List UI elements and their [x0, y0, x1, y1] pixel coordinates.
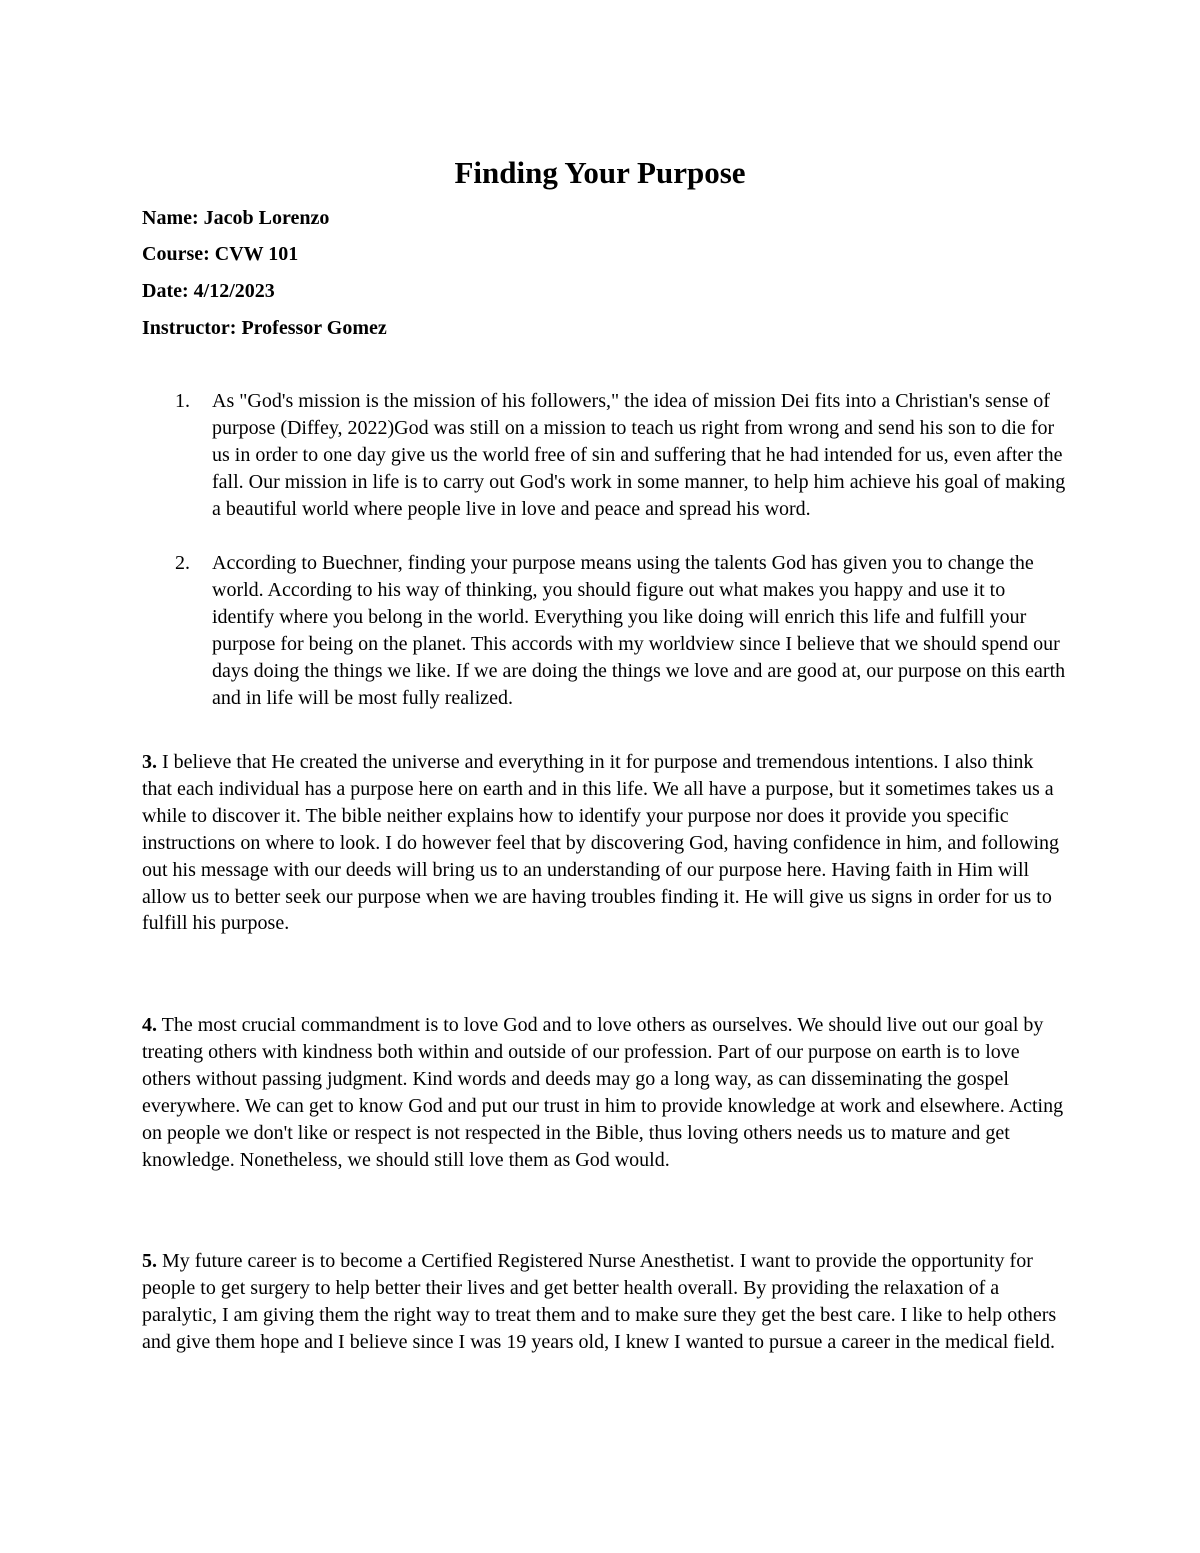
list-text: As "God's mission is the mission of his followers," the idea of mission Dei fits into a Christian's sense of purpose (Diffey, 2022)God was still on a mission to teach us right from wrong and send his son to die for us in order to one day give us the world free of sin and suffering that he had intended for us, even after the fall. Our mission in life is to carry out God's work in some manner, to help him achieve his goal of making a beautiful world where people live in love and peace and spread his word. — [212, 390, 1066, 520]
name-value: Jacob Lorenzo — [203, 207, 330, 229]
paragraph-text: My future career is to become a Certified Registered Nurse Anesthetist. I want to provide the opportunity for people to get surgery to help better their lives and get better health overall. By providing the relaxation of a paralytic, I am giving them the right way to treat them and to make sure they get the best care. I like to help others and give them hope and I believe since I was 19 years old, I knew I wanted to pursue a career in the medical field. — [142, 1250, 1057, 1353]
date-value: 4/12/2023 — [193, 280, 275, 302]
name-label: Name: — [142, 207, 199, 229]
list-number: 2. — [175, 552, 190, 574]
instructor-line — [142, 316, 387, 340]
paragraph-text: The most crucial commandment is to love God and to love others as ourselves. We should live out our goal by treating others with kindness both within and outside of our profession. Part of our purpose on earth is to love others without passing judgment. Kind words and deeds may go a long way, as can disseminating the gospel everywhere. We can get to know God and put our trust in him to provide knowledge at work and elsewhere. Acting on people we don't like or respect is not respected in the Bible, thus loving others needs us to mature and get knowledge. Nonetheless, we should still love them as God would. — [142, 1014, 1064, 1171]
instructor-label: Instructor: — [142, 317, 237, 339]
paragraph-text: I believe that He created the universe and everything in it for purpose and tremendous intentions. I also think that each individual has a purpose here on earth and in this life. We all have a purpose, but it sometimes takes us a while to discover it. The bible neither explains how to identify your purpose nor does it provide you specific instructions on where to look. I do however feel that by discovering God, having confidence in him, and following out his message with our deeds will bring us to an understanding of our purpose here. Having faith in Him will allow us to better seek our purpose when we are having troubles finding it. He will give us signs in order for us to fulfill his purpose. — [142, 751, 1060, 935]
course-line — [142, 242, 298, 266]
paragraph-4 — [142, 1012, 1067, 1173]
list-number: 1. — [175, 390, 190, 412]
paragraph-3 — [142, 749, 1067, 937]
course-label: Course: — [142, 243, 210, 265]
paragraph-5 — [142, 1248, 1067, 1356]
instructor-value: Professor Gomez — [241, 317, 387, 339]
list-item-2 — [142, 550, 1067, 711]
paragraph-number: 3. — [142, 751, 157, 773]
course-value: CVW 101 — [214, 243, 299, 265]
date-line — [142, 279, 275, 303]
date-label: Date: — [142, 280, 189, 302]
paragraph-number: 5. — [142, 1250, 157, 1272]
paragraph-number: 4. — [142, 1014, 157, 1036]
list-text: According to Buechner, finding your purpose means using the talents God has given you to change the world. According to his way of thinking, you should figure out what makes you happy and use it to identify where you belong in the world. Everything you like doing will enrich this life and fulfill your purpose for being on the planet. This accords with my worldview since I believe that we should spend our days doing the things we like. If we are doing the things we love and are good at, our purpose on this earth and in life will be most fully realized. — [212, 552, 1066, 709]
name-line — [142, 206, 329, 230]
document-title: Finding Your Purpose — [454, 155, 746, 190]
list-item-1 — [142, 388, 1067, 523]
